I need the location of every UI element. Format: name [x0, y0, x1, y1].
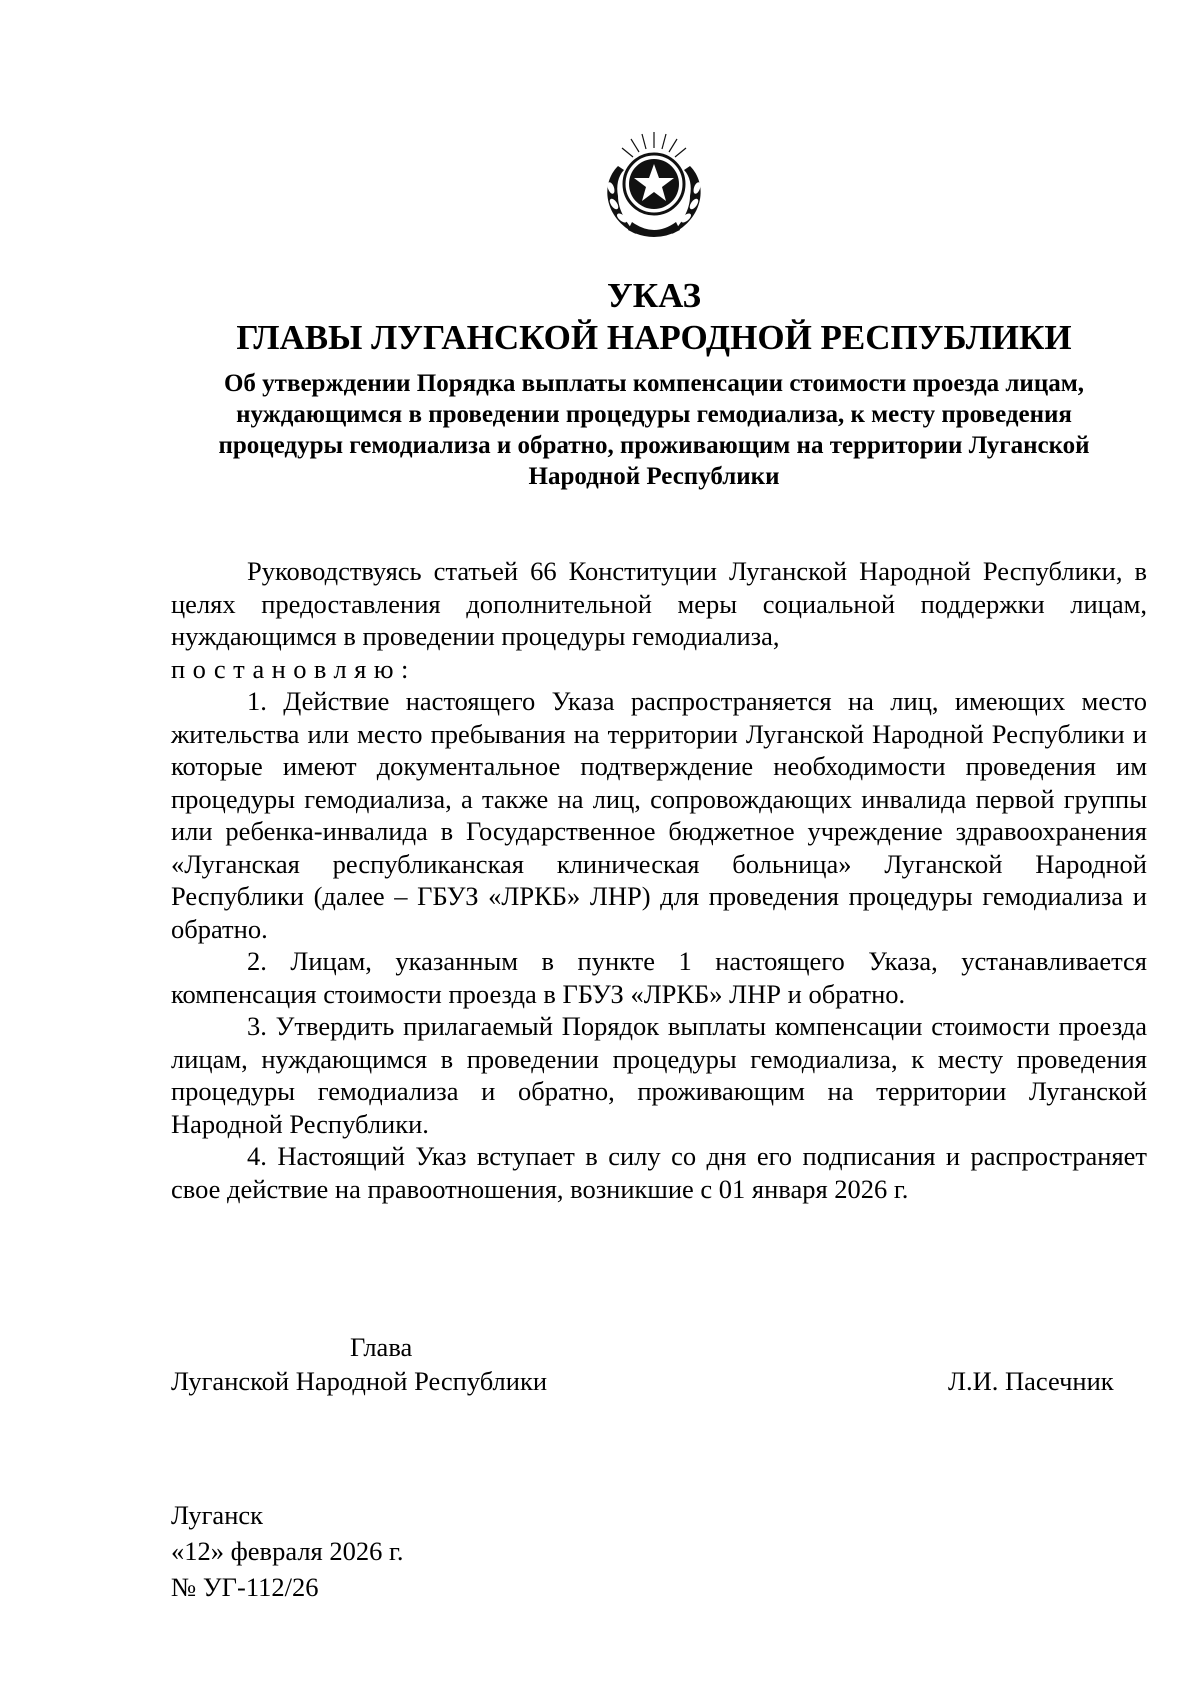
- decree-item-2: 2. Лицам, указанным в пункте 1 настоящего Указа, устанавливается компенсация стоимости проезда в ГБУЗ «ЛРКБ» ЛНР и обратно.: [171, 946, 1147, 1009]
- decree-item-3: 3. Утвердить прилагаемый Порядок выплаты компенсации стоимости проезда лицам, нуждающимся в проведении процедуры гемодиализа, к месту проведения процедуры гемодиализа и обратно, проживающим на территории Луганской Народной Республики.: [171, 1011, 1147, 1139]
- signatory-name: Л.И. Пасечник: [948, 1366, 1114, 1396]
- decree-subject: Об утверждении Порядка выплаты компенсации стоимости проезда лицам, нуждающимся в проведении процедуры гемодиализа, к месту проведения процедуры гемодиализа и обратно, проживающим на территории Луганской Народной Республики: [218, 370, 1090, 490]
- decree-word: постановляю:: [171, 653, 416, 684]
- issue-city: Луганск: [171, 1500, 264, 1530]
- lpr-coat-of-arms-icon: [596, 126, 712, 242]
- decree-word-paragraph: [171, 653, 1147, 686]
- decree-item-1: 1. Действие настоящего Указа распространяется на лиц, имеющих место жительства или место пребывания на территории Луганской Народной Республики и которые имеют документальное подтверждение необходимости проведения им процедуры гемодиализа, а также на лиц, сопровождающих инвалида первой группы или ребенка-инвалида в Государственное бюджетное учреждение здравоохранения «Луганская республиканская клиническая больница» Луганской Народной Республики (далее – ГБУЗ «ЛРКБ» ЛНР) для проведения процедуры гемодиализа и обратно.: [171, 686, 1147, 944]
- decree-number: № УГ-112/26: [171, 1572, 319, 1602]
- issuer-title: ГЛАВЫ ЛУГАНСКОЙ НАРОДНОЙ РЕСПУБЛИКИ: [236, 318, 1072, 357]
- issue-date: «12» февраля 2026 г.: [171, 1536, 404, 1566]
- document-type-title: УКАЗ: [607, 276, 701, 315]
- issue-details: [171, 1497, 403, 1605]
- signatory-organization: Луганской Народной Республики: [171, 1366, 548, 1396]
- decree-item-4: 4. Настоящий Указ вступает в силу со дня его подписания и распространяет свое действие на правоотношения, возникшие с 01 января 2026 г.: [171, 1141, 1147, 1204]
- decree-body: [171, 555, 1147, 1205]
- signatory-position: Глава: [350, 1332, 413, 1362]
- preamble: Руководствуясь статьей 66 Конституции Луганской Народной Республики, в целях предоставления дополнительной меры социальной поддержки лицам, нуждающимся в проведении процедуры гемодиализа,: [171, 556, 1147, 651]
